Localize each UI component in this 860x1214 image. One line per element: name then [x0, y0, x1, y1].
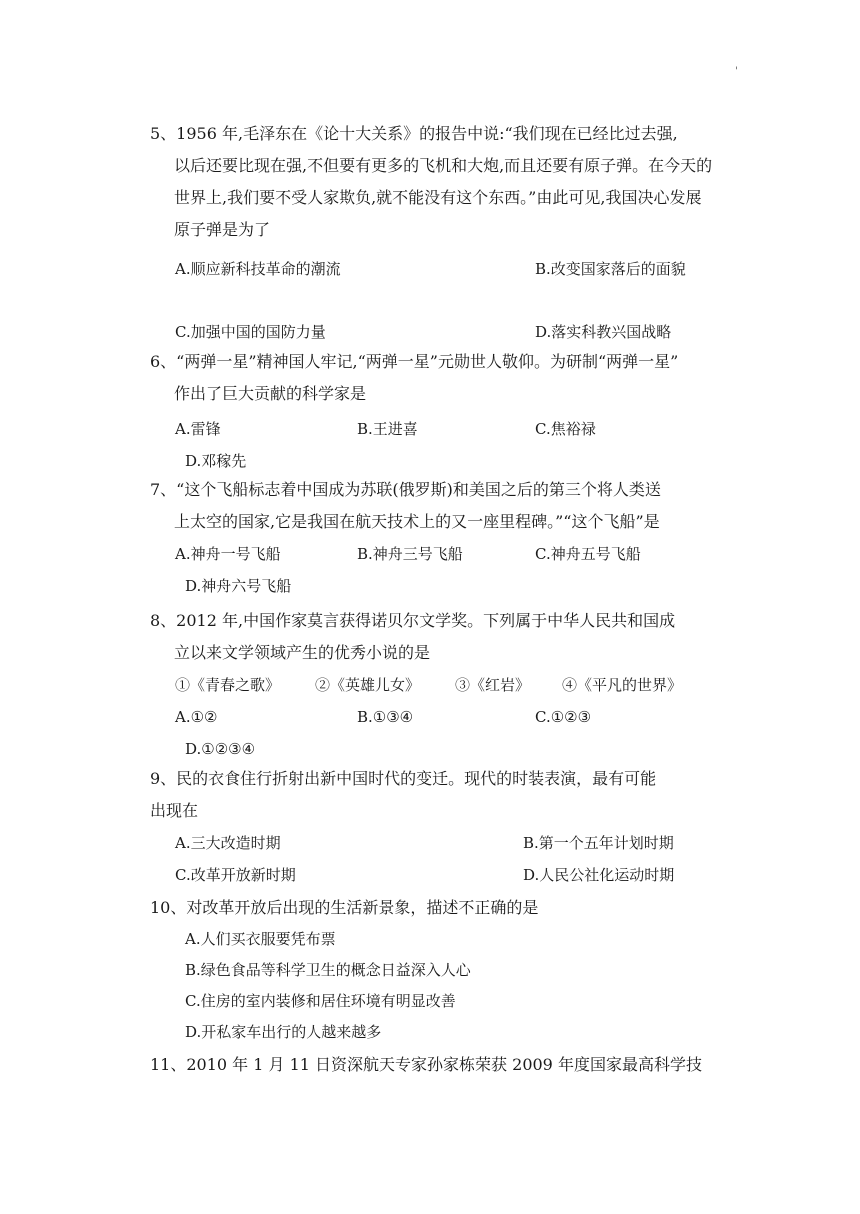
question-5-stem [150, 118, 715, 246]
question-5-option-d[interactable]: D.落实科教兴国战略 [535, 323, 672, 341]
question-10-stem [150, 892, 715, 924]
question-6-option-c[interactable]: C.焦裕禄 [535, 420, 596, 438]
question-5-option-a[interactable]: A.顺应新科技革命的潮流 [175, 260, 341, 278]
question-10-stem-first: 10、对改革开放后出现的生活新景象，描述不正确的是 [150, 898, 539, 917]
question-7-option-c[interactable]: C.神舟五号飞船 [535, 545, 641, 563]
question-10-option-a[interactable]: A.人们买衣服要凭布票 [185, 930, 336, 948]
question-8-stem [150, 605, 715, 669]
question-9-stem-rest: 出现在 [150, 801, 199, 820]
question-9-option-b[interactable]: B.第一个五年计划时期 [523, 834, 674, 852]
question-6-option-d[interactable]: D.邓稼先 [185, 452, 247, 470]
question-7-option-a[interactable]: A.神舟一号飞船 [175, 545, 281, 563]
question-7-option-b[interactable]: B.神舟三号飞船 [357, 545, 463, 563]
question-5-stem-rest: 以后还要比现在强,不但要有更多的飞机和大炮,而且还要有原子弹。在今天的世界上,我们要不受人家欺负,就不能没有这个东西。”由此可见,我国决心发展原子弹是为了 [174, 156, 713, 239]
question-7-option-d[interactable]: D.神舟六号飞船 [185, 577, 292, 595]
question-8-stem-first: 8、2012 年,中国作家莫言获得诺贝尔文学奖。下列属于中华人民共和国成 [150, 611, 676, 630]
question-8-item-3: ③《红岩》 [455, 676, 531, 694]
question-7-stem-rest: 上太空的国家,它是我国在航天技术上的又一座里程碑。”“这个飞船”是 [174, 512, 660, 531]
question-10-option-d[interactable]: D.开私家车出行的人越来越多 [185, 1023, 382, 1041]
question-8-item-2: ②《英雄儿女》 [315, 676, 421, 694]
question-6-stem-first: 6、“两弹一星”精神国人牢记,“两弹一星”元勋世人敬仰。为研制“两弹一星” [150, 352, 679, 371]
question-5-stem-first: 5、1956 年,毛泽东在《论十大关系》的报告中说:“我们现在已经比过去强, [150, 124, 678, 143]
question-8-item-4: ④《平凡的世界》 [562, 676, 683, 694]
header-mark: ' [735, 66, 738, 77]
question-5-option-b[interactable]: B.改变国家落后的面貌 [535, 260, 686, 278]
question-11-stem [150, 1049, 715, 1081]
question-9-stem [150, 763, 715, 827]
question-6-stem-rest: 作出了巨大贡献的科学家是 [174, 384, 367, 403]
question-9-option-d[interactable]: D.人民公社化运动时期 [523, 866, 675, 884]
question-11-stem-first: 11、2010 年 1 月 11 日资深航天专家孙家栋荣获 2009 年度国家最高科学技 [150, 1055, 702, 1074]
question-9-option-a[interactable]: A.三大改造时期 [175, 834, 281, 852]
question-7-stem-first: 7、“这个飞船标志着中国成为苏联(俄罗斯)和美国之后的第三个将人类送 [150, 480, 661, 499]
question-8-option-a[interactable]: A.①② [175, 708, 218, 726]
question-8-option-c[interactable]: C.①②③ [535, 708, 592, 726]
question-8-option-b[interactable]: B.①③④ [357, 708, 414, 726]
question-9-option-c[interactable]: C.改革开放新时期 [175, 866, 296, 884]
question-10-option-b[interactable]: B.绿色食品等科学卫生的概念日益深入人心 [185, 961, 471, 979]
question-6-option-a[interactable]: A.雷锋 [175, 420, 221, 438]
question-8-option-d[interactable]: D.①②③④ [185, 740, 256, 758]
question-5-option-c[interactable]: C.加强中国的国防力量 [175, 323, 326, 341]
question-8-item-1: ①《青春之歌》 [175, 676, 281, 694]
question-6-option-b[interactable]: B.王进喜 [357, 420, 418, 438]
question-9-stem-first: 9、民的衣食住行折射出新中国时代的变迁。现代的时装表演，最有可能 [150, 769, 657, 788]
question-8-stem-rest: 立以来文学领域产生的优秀小说的是 [174, 643, 431, 662]
question-10-option-c[interactable]: C.住房的室内装修和居住环境有明显改善 [185, 992, 456, 1010]
question-6-stem [150, 346, 715, 410]
question-7-stem [150, 474, 715, 538]
